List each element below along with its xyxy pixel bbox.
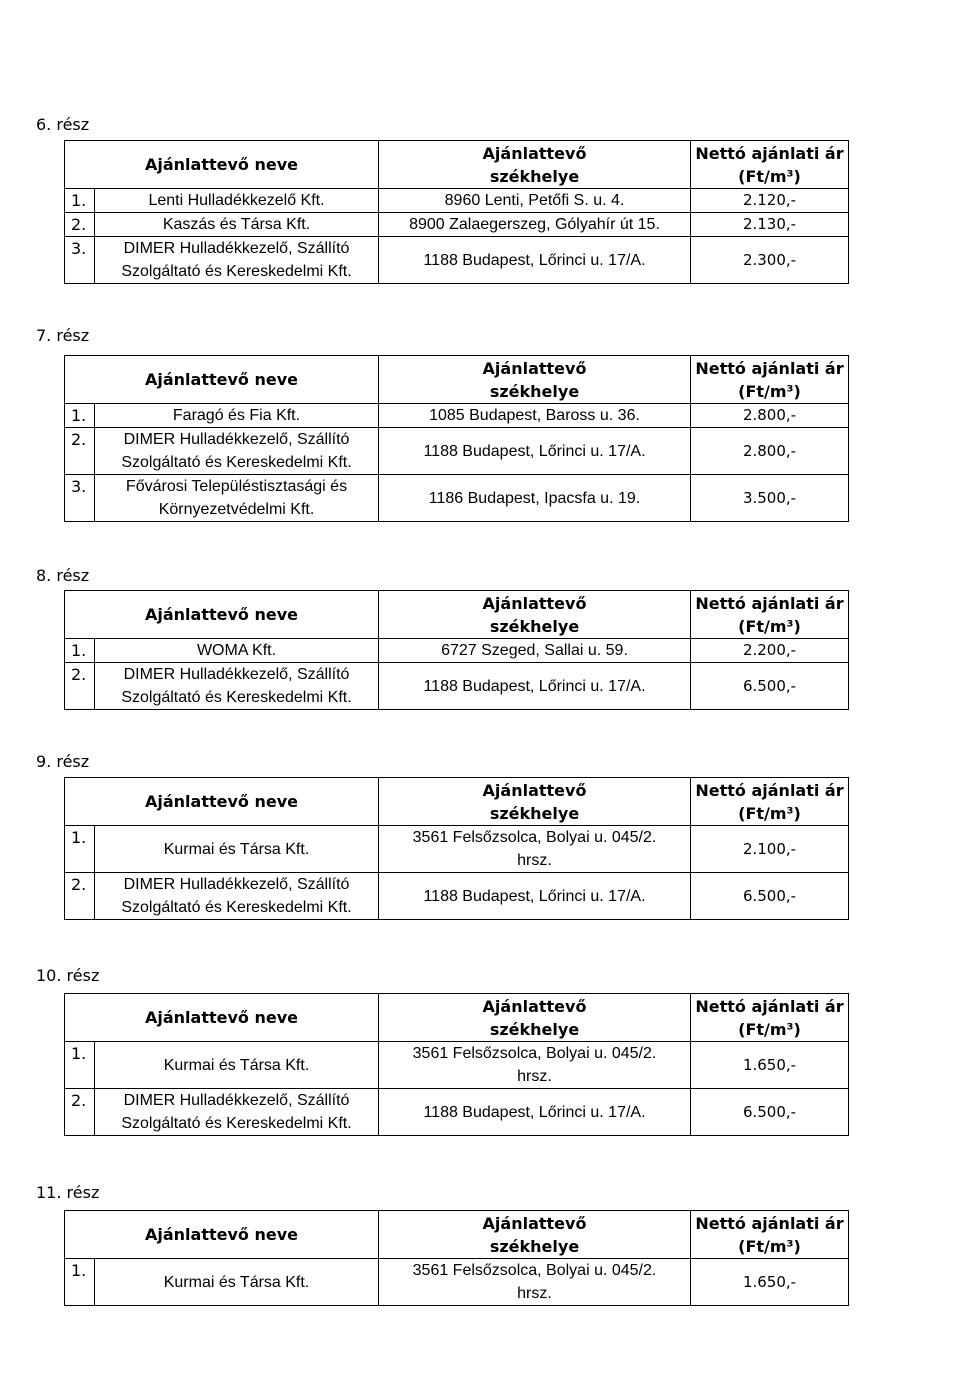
table-row [65,475,849,522]
bidder-address-line1: 1188 Budapest, Lőrinci u. 17/A. [423,251,646,269]
header-seat [379,141,691,189]
bidder-name [95,189,379,213]
header-seat [379,994,691,1042]
net-price: 3.500,- [691,475,849,522]
bidder-address-line2: hrsz. [517,852,552,869]
bidder-name [95,1259,379,1306]
header-seat-line2: székhelye [489,1019,580,1039]
bidder-name [95,404,379,428]
row-number: 1. [65,826,95,873]
bidder-name-line1: Kurmai és Társa Kft. [163,1273,310,1291]
header-price [691,141,849,189]
bidder-address [379,639,691,663]
header-price-line1: Nettó ajánlati ár [695,780,844,800]
bidder-address-line1: 1188 Budapest, Lőrinci u. 17/A. [423,442,646,460]
bidder-name-line1: Kaszás és Társa Kft. [162,216,311,233]
table-row [65,237,849,284]
header-row [65,591,849,639]
header-row [65,1211,849,1259]
header-price [691,778,849,826]
bidder-name [95,1089,379,1136]
net-price: 1.650,- [691,1259,849,1306]
bidder-name-line1: Lenti Hulladékkezelő Kft. [148,192,325,209]
bidder-name-line1: WOMA Kft. [196,642,277,659]
offer-table [64,1210,849,1306]
header-price-line2: (Ft/m³) [738,616,801,636]
table-row [65,1259,849,1306]
header-price-line1: Nettó ajánlati ár [695,143,844,163]
header-price-line1: Nettó ajánlati ár [695,1213,844,1233]
table-row [65,404,849,428]
offer-table [64,590,849,710]
bidder-address-line1: 1188 Budapest, Lőrinci u. 17/A. [423,677,646,695]
net-price: 6.500,- [691,873,849,920]
net-price: 2.800,- [691,404,849,428]
bidder-name-line1: Faragó és Fia Kft. [172,407,301,424]
bidder-address-line1: 1186 Budapest, Ipacsfa u. 19. [428,489,641,507]
bidder-name [95,237,379,284]
header-seat-line2: székhelye [489,1236,580,1256]
bidder-address-line1: 8960 Lenti, Petőfi S. u. 4. [444,192,625,209]
header-price [691,1211,849,1259]
row-number: 2. [65,428,95,475]
row-number: 2. [65,1089,95,1136]
bidder-name [95,873,379,920]
table-row [65,873,849,920]
net-price: 2.120,- [691,189,849,213]
bidder-address [379,873,691,920]
header-row [65,356,849,404]
header-seat-line1: Ajánlattevő [482,593,587,613]
net-price: 1.650,- [691,1042,849,1089]
table-row [65,826,849,873]
row-number: 3. [65,237,95,284]
bidder-address-line1: 3561 Felsőzsolca, Bolyai u. 045/2. [412,829,657,846]
header-seat-line1: Ajánlattevő [482,358,587,378]
section-title: 9. rész [36,752,90,771]
bidder-name [95,213,379,237]
net-price: 2.130,- [691,213,849,237]
header-row [65,778,849,826]
net-price: 6.500,- [691,663,849,710]
row-number: 1. [65,639,95,663]
row-number: 2. [65,213,95,237]
header-price-line2: (Ft/m³) [738,381,801,401]
header-price-line1: Nettó ajánlati ár [695,358,844,378]
net-price: 2.300,- [691,237,849,284]
net-price: 2.100,- [691,826,849,873]
header-seat [379,591,691,639]
net-price: 2.800,- [691,428,849,475]
bidder-address [379,428,691,475]
header-seat-line1: Ajánlattevő [482,780,587,800]
net-price: 6.500,- [691,1089,849,1136]
header-seat [379,1211,691,1259]
table-row [65,1042,849,1089]
bidder-address [379,189,691,213]
bidder-name-line1: Kurmai és Társa Kft. [163,1056,310,1074]
bidder-address [379,475,691,522]
header-name: Ajánlattevő neve [65,141,379,189]
row-number: 2. [65,663,95,710]
bidder-address-line1: 3561 Felsőzsolca, Bolyai u. 045/2. [412,1262,657,1279]
header-price-line2: (Ft/m³) [738,1236,801,1256]
header-price-line2: (Ft/m³) [738,803,801,823]
bidder-address [379,237,691,284]
bidder-name-line1: DIMER Hulladékkezelő, Szállító [123,431,350,448]
header-price [691,591,849,639]
header-row [65,994,849,1042]
section-title: 10. rész [36,966,100,985]
section-title: 7. rész [36,326,90,345]
header-name: Ajánlattevő neve [65,591,379,639]
header-price-line1: Nettó ajánlati ár [695,996,844,1016]
bidder-address-line1: 8900 Zalaegerszeg, Gólyahír út 15. [409,216,660,233]
bidder-name [95,663,379,710]
bidder-name-line2: Szolgáltató és Kereskedelmi Kft. [121,689,352,706]
header-price-line1: Nettó ajánlati ár [695,593,844,613]
bidder-address [379,663,691,710]
row-number: 1. [65,404,95,428]
header-price [691,356,849,404]
row-number: 1. [65,189,95,213]
header-seat-line2: székhelye [489,381,580,401]
offer-table [64,777,849,920]
header-seat [379,778,691,826]
table-row [65,213,849,237]
bidder-address [379,404,691,428]
bidder-name [95,475,379,522]
offer-table [64,993,849,1136]
header-seat-line1: Ajánlattevő [482,143,587,163]
bidder-address-line1: 1188 Budapest, Lőrinci u. 17/A. [423,1103,646,1121]
bidder-name-line1: DIMER Hulladékkezelő, Szállító [123,1092,350,1109]
header-price-line2: (Ft/m³) [738,1019,801,1039]
row-number: 1. [65,1259,95,1306]
bidder-address [379,826,691,873]
bidder-name-line2: Szolgáltató és Kereskedelmi Kft. [121,454,352,471]
bidder-name [95,428,379,475]
header-name: Ajánlattevő neve [65,994,379,1042]
header-seat-line1: Ajánlattevő [482,1213,587,1233]
header-seat-line1: Ajánlattevő [482,996,587,1016]
header-seat [379,356,691,404]
table-row [65,428,849,475]
bidder-address-line2: hrsz. [517,1068,552,1085]
section-title: 8. rész [36,566,90,585]
bidder-address [379,213,691,237]
header-price [691,994,849,1042]
table-row [65,663,849,710]
table-row [65,639,849,663]
header-seat-line2: székhelye [489,616,580,636]
bidder-address-line1: 1188 Budapest, Lőrinci u. 17/A. [423,887,646,905]
offer-table [64,355,849,522]
bidder-name-line2: Környezetvédelmi Kft. [158,501,315,518]
bidder-name [95,639,379,663]
bidder-address [379,1259,691,1306]
row-number: 1. [65,1042,95,1089]
offer-table [64,140,849,284]
header-name: Ajánlattevő neve [65,1211,379,1259]
bidder-address [379,1042,691,1089]
header-row [65,141,849,189]
header-price-line2: (Ft/m³) [738,166,801,186]
bidder-name [95,1042,379,1089]
bidder-address-line2: hrsz. [517,1285,552,1302]
bidder-name-line2: Szolgáltató és Kereskedelmi Kft. [121,1115,352,1132]
bidder-name-line1: Kurmai és Társa Kft. [163,840,310,858]
bidder-name-line1: Fővárosi Településtisztasági és [125,478,348,495]
header-seat-line2: székhelye [489,803,580,823]
bidder-name-line1: DIMER Hulladékkezelő, Szállító [123,876,350,893]
bidder-address-line1: 3561 Felsőzsolca, Bolyai u. 045/2. [412,1045,657,1062]
bidder-address-line1: 6727 Szeged, Sallai u. 59. [441,642,628,659]
bidder-name-line1: DIMER Hulladékkezelő, Szállító [123,240,350,257]
bidder-address [379,1089,691,1136]
row-number: 2. [65,873,95,920]
bidder-name-line2: Szolgáltató és Kereskedelmi Kft. [121,263,352,280]
net-price: 2.200,- [691,639,849,663]
bidder-name-line2: Szolgáltató és Kereskedelmi Kft. [121,899,352,916]
header-name: Ajánlattevő neve [65,356,379,404]
section-title: 6. rész [36,115,90,134]
row-number: 3. [65,475,95,522]
bidder-name-line1: DIMER Hulladékkezelő, Szállító [123,666,350,683]
header-name: Ajánlattevő neve [65,778,379,826]
header-seat-line2: székhelye [489,166,580,186]
bidder-address-line1: 1085 Budapest, Baross u. 36. [429,407,640,424]
table-row [65,189,849,213]
bidder-name [95,826,379,873]
section-title: 11. rész [36,1183,100,1202]
table-row [65,1089,849,1136]
